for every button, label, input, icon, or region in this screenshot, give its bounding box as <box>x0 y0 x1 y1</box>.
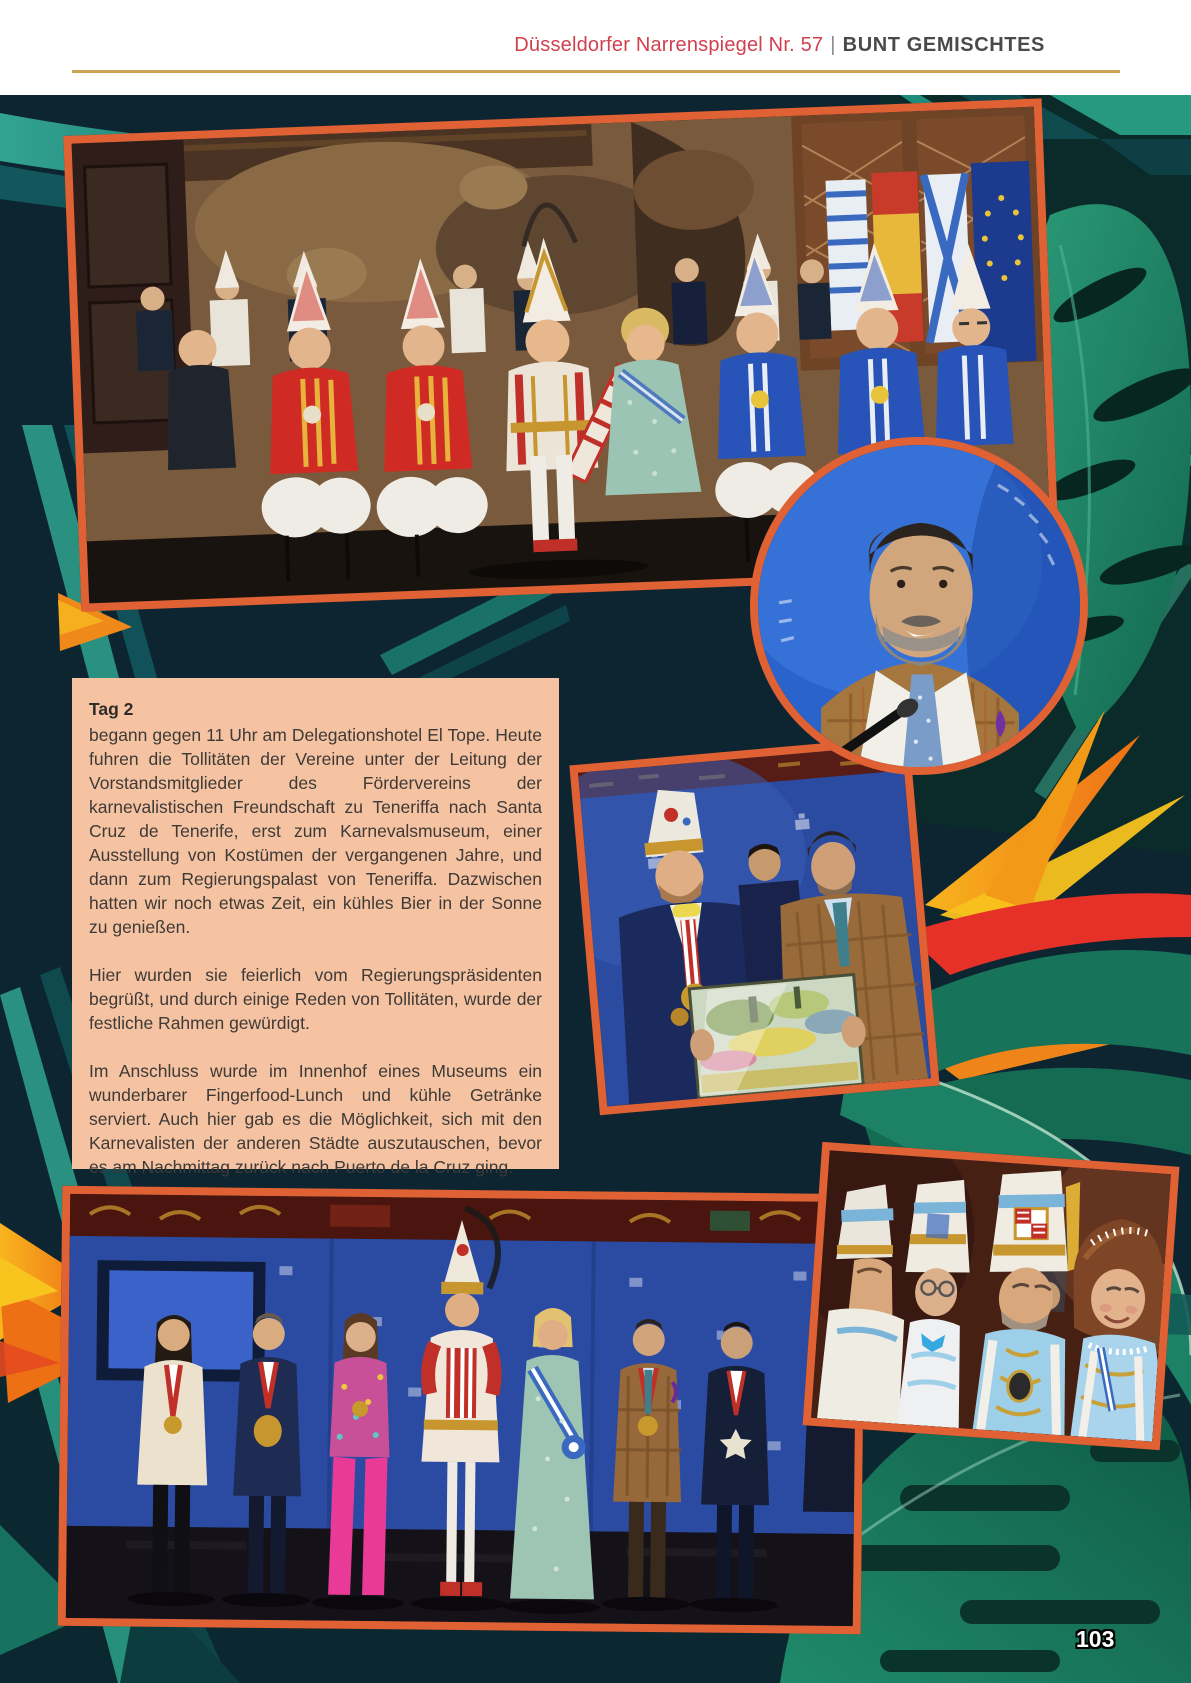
header-separator: | <box>830 34 836 56</box>
article-paragraph-2: Hier wurden sie feierlich vom Regierungspräsidenten begrüßt, und durch einige Reden von Tollitäten, wurde der festliche Rahmen gewürdigt. <box>89 965 542 1033</box>
section-title: BUNT GEMISCHTES <box>842 34 1045 56</box>
photo-lineup-art <box>66 1194 857 1626</box>
photo-circle-art <box>758 445 1080 767</box>
header-band <box>0 0 1191 95</box>
article-paragraph-1: begann gegen 11 Uhr am Delegationshotel El Tope. Heute fuhren die Tollitäten der Vereine unter der Leitung der Vorstandsmitglieder des Fördervereins der karnevalistischen Freundschaft zu Teneriffa nach Santa Cruz de Tenerife, erst zum Karnevalsmuseum, einer Ausstellung von Kostümen der vergangenen Jahre, und dann zum Regierungspalast von Teneriffa. Dazwischen hatten wir noch etwas Zeit, ein kühles Bier in der Sonne zu genießen. <box>89 725 542 937</box>
photo-blue-costume-royals <box>803 1142 1180 1450</box>
article-paragraph-3: Im Anschluss wurde im Innenhof eines Museums ein wunderbarer Fingerfood-Lunch und kühle Getränke serviert. Auch hier gab es die Möglichkeit, sich mit den Karnevalisten der anderen Städte auszutauschen, bevor es am Nachmittag zurück nach Puerto de la Cruz ging. <box>89 1061 542 1177</box>
header-line <box>0 34 1045 57</box>
magazine-title: Düsseldorfer Narrenspiegel Nr. 57 <box>514 34 824 56</box>
photo-painting-presentation <box>569 736 939 1115</box>
photo-bluecost-art <box>811 1150 1171 1441</box>
article-heading: Tag 2 <box>89 699 134 719</box>
photo-delegation-lineup <box>58 1186 866 1634</box>
article-box <box>72 678 559 1177</box>
photo-painting-art <box>578 744 931 1106</box>
gold-rule <box>72 70 1120 73</box>
photo-portrait-speaker <box>750 437 1088 775</box>
page-number: 103 <box>1076 1626 1115 1652</box>
gift-painting <box>685 974 870 1099</box>
